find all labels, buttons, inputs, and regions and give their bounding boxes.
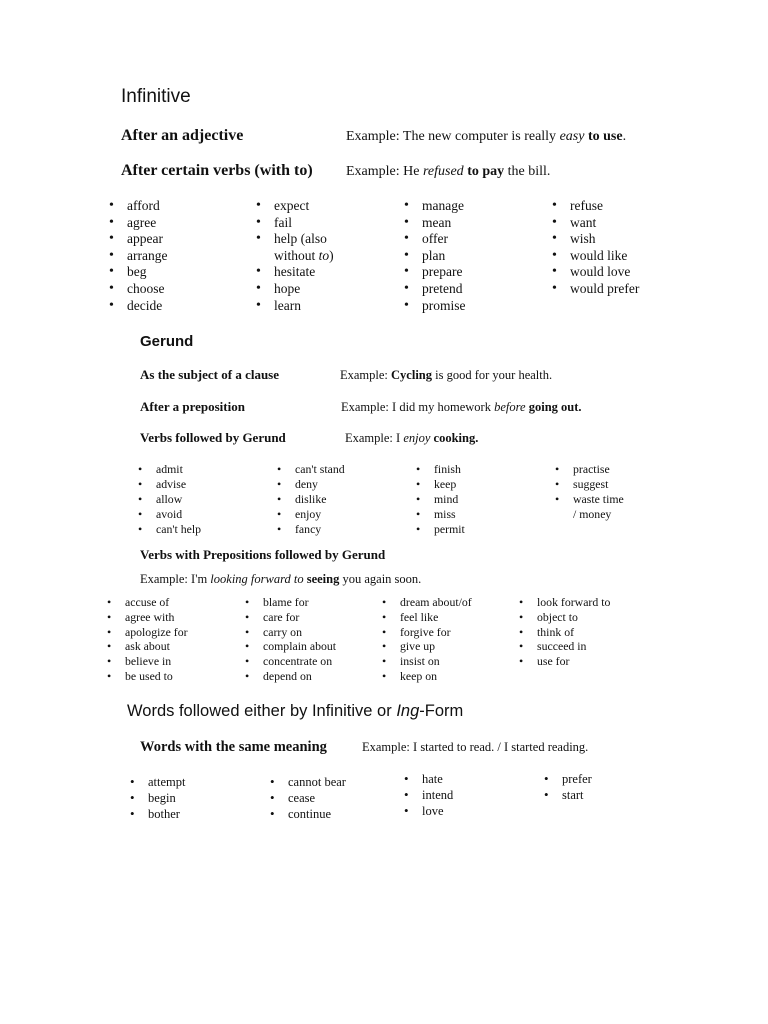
list-item: • help (also <box>256 231 334 248</box>
list-item: • plan <box>404 248 466 265</box>
prep-verbs-col2 <box>245 595 336 684</box>
list-item: • carry on <box>245 625 336 640</box>
list-item: • prefer <box>544 771 592 787</box>
list-item: • use for <box>519 654 610 669</box>
list-item: • avoid <box>138 507 201 522</box>
gerund-verbs-col1 <box>138 462 201 537</box>
list-item: • enjoy <box>277 507 345 522</box>
list-item: • would prefer <box>552 281 639 298</box>
list-item: • dislike <box>277 492 345 507</box>
either-col3 <box>404 771 453 819</box>
either-heading: Words followed either by Infinitive or Ing-Form <box>127 702 464 720</box>
infinitive-heading: Infinitive <box>121 86 191 107</box>
list-item: • would love <box>552 264 639 281</box>
list-item: • refuse <box>552 198 639 215</box>
after-preposition-label: After a preposition <box>140 399 245 414</box>
list-item: • agree with <box>107 610 188 625</box>
list-item: • appear <box>109 231 167 248</box>
list-item: • mind <box>416 492 465 507</box>
list-item: • afford <box>109 198 167 215</box>
list-item: • would like <box>552 248 639 265</box>
list-item: • promise <box>404 298 466 315</box>
list-item: • miss <box>416 507 465 522</box>
list-item: • believe in <box>107 654 188 669</box>
list-item-continuation: without to) <box>274 247 334 263</box>
prep-verbs-col4 <box>519 595 610 669</box>
same-meaning-example: Example: I started to read. / I started reading. <box>362 740 589 754</box>
list-item: • cease <box>270 790 346 806</box>
list-item: • start <box>544 787 592 803</box>
list-item: • wish <box>552 231 639 248</box>
list-item: • can't help <box>138 522 201 537</box>
list-item: • suggest <box>555 477 624 492</box>
list-item: • blame for <box>245 595 336 610</box>
list-item: • offer <box>404 231 466 248</box>
either-col4 <box>544 771 592 803</box>
list-item-continuation: / money <box>573 507 612 521</box>
list-item: • advise <box>138 477 201 492</box>
gerund-verbs-col4 <box>555 462 624 522</box>
infinitive-verbs-col3 <box>404 198 466 314</box>
infinitive-verbs-col1 <box>109 198 167 314</box>
list-item: • intend <box>404 787 453 803</box>
after-adjective-example: Example: The new computer is really easy to use. <box>346 129 627 144</box>
list-item: • care for <box>245 610 336 625</box>
infinitive-verbs-col4 <box>552 198 639 298</box>
list-item: • choose <box>109 281 167 298</box>
list-item: • object to <box>519 610 610 625</box>
gerund-heading: Gerund <box>140 333 194 350</box>
list-item: • bother <box>130 806 186 822</box>
after-verbs-example: Example: He refused to pay the bill. <box>346 164 551 179</box>
verbs-gerund-label: Verbs followed by Gerund <box>140 430 286 445</box>
list-item: • arrange <box>109 248 167 265</box>
list-item: • begin <box>130 790 186 806</box>
list-item: • think of <box>519 625 610 640</box>
list-item: • allow <box>138 492 201 507</box>
list-item: • deny <box>277 477 345 492</box>
list-item: • permit <box>416 522 465 537</box>
list-item: • learn <box>256 298 334 315</box>
prep-gerund-example: Example: I'm looking forward to seeing you again soon. <box>140 572 422 586</box>
either-col1 <box>130 774 186 822</box>
list-item: • decide <box>109 298 167 315</box>
list-item: • be used to <box>107 669 188 684</box>
list-item: • give up <box>382 639 472 654</box>
list-item: • fancy <box>277 522 345 537</box>
either-col2 <box>270 774 346 822</box>
list-item: • insist on <box>382 654 472 669</box>
list-item: • succeed in <box>519 639 610 654</box>
prep-verbs-col3 <box>382 595 472 684</box>
list-item: • finish <box>416 462 465 477</box>
list-item: • hope <box>256 281 334 298</box>
list-item: • feel like <box>382 610 472 625</box>
list-item: • practise <box>555 462 624 477</box>
list-item: • hate <box>404 771 453 787</box>
list-item: • want <box>552 215 639 232</box>
list-item: • ask about <box>107 639 188 654</box>
list-item: • pretend <box>404 281 466 298</box>
list-item: • apologize for <box>107 625 188 640</box>
after-adjective-label: After an adjective <box>121 127 244 144</box>
list-item: • continue <box>270 806 346 822</box>
list-item: • prepare <box>404 264 466 281</box>
gerund-verbs-col3 <box>416 462 465 537</box>
list-item: • mean <box>404 215 466 232</box>
subject-clause-label: As the subject of a clause <box>140 367 280 382</box>
list-item: • agree <box>109 215 167 232</box>
list-item: • concentrate on <box>245 654 336 669</box>
list-item: • admit <box>138 462 201 477</box>
list-item: • keep <box>416 477 465 492</box>
list-item: • waste time <box>555 492 624 507</box>
list-item: • beg <box>109 264 167 281</box>
list-item: • hesitate <box>256 264 334 281</box>
prep-verbs-col1 <box>107 595 188 684</box>
list-item: • look forward to <box>519 595 610 610</box>
verbs-gerund-example: Example: I enjoy cooking. <box>345 431 479 445</box>
list-item: • forgive for <box>382 625 472 640</box>
list-item: • cannot bear <box>270 774 346 790</box>
list-item: • fail <box>256 215 334 232</box>
after-preposition-example: Example: I did my homework before going out. <box>341 400 582 414</box>
list-item: • accuse of <box>107 595 188 610</box>
list-item: • expect <box>256 198 334 215</box>
list-item: • keep on <box>382 669 472 684</box>
gerund-verbs-col2 <box>277 462 345 537</box>
prep-gerund-label: Verbs with Prepositions followed by Gerund <box>140 547 386 562</box>
list-item: • dream about/of <box>382 595 472 610</box>
list-item: • complain about <box>245 639 336 654</box>
list-item: • love <box>404 803 453 819</box>
list-item: • attempt <box>130 774 186 790</box>
after-verbs-label: After certain verbs (with to) <box>121 162 313 179</box>
same-meaning-label: Words with the same meaning <box>140 739 327 755</box>
subject-clause-example: Example: Cycling is good for your health. <box>340 368 553 382</box>
list-item: • depend on <box>245 669 336 684</box>
list-item: • can't stand <box>277 462 345 477</box>
infinitive-verbs-col2 <box>256 198 334 314</box>
list-item: • manage <box>404 198 466 215</box>
